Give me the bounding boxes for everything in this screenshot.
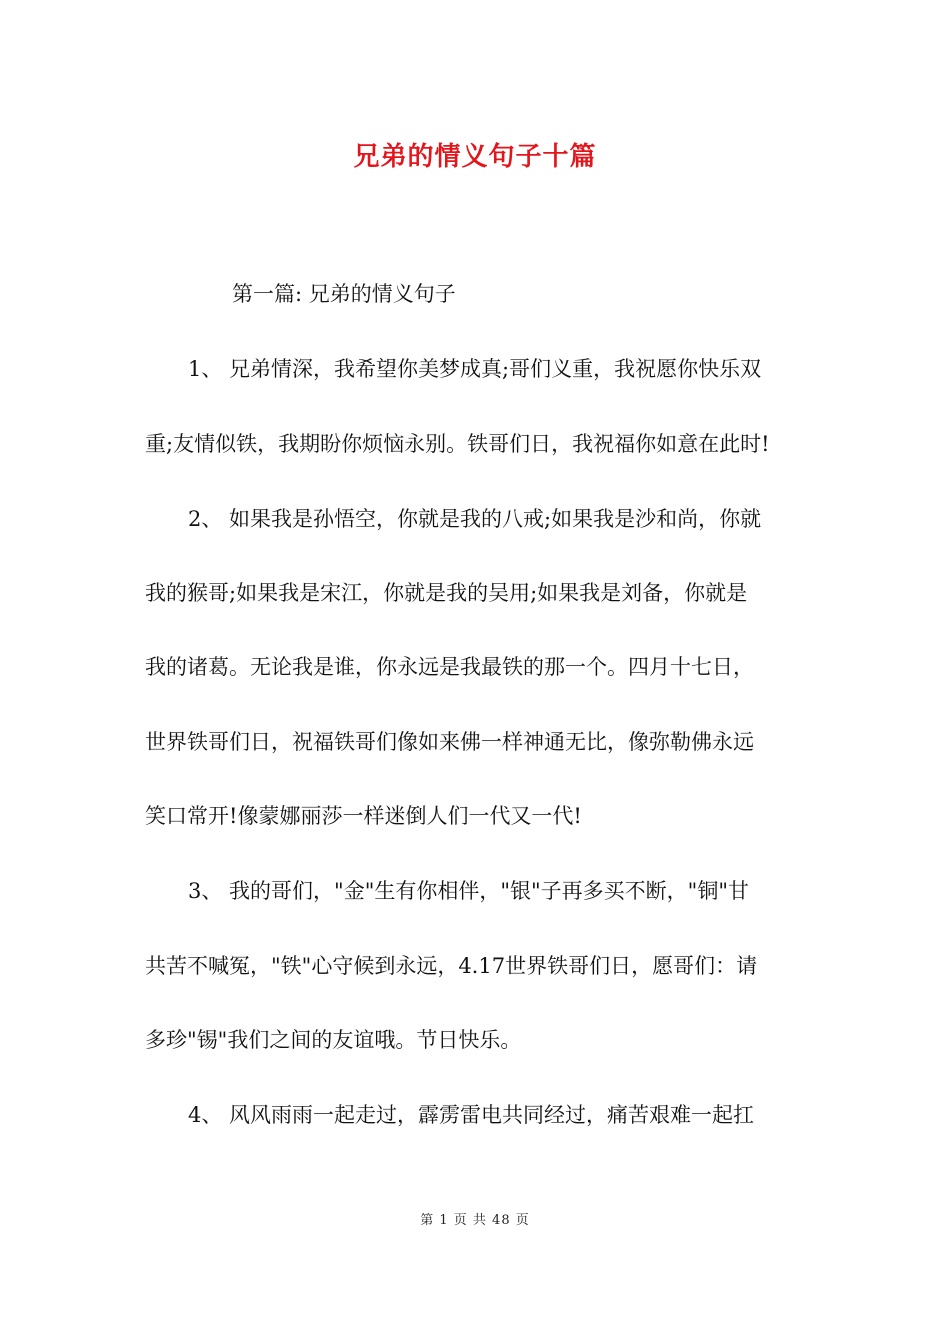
paragraph-line: 1、 兄弟情深，我希望你美梦成真;哥们义重，我祝愿你快乐双	[188, 357, 762, 381]
paragraph-line: 我的猴哥;如果我是宋江，你就是我的吴用;如果我是刘备，你就是	[145, 581, 748, 605]
paragraph-line: 重;友情似铁，我期盼你烦恼永别。铁哥们日，我祝福你如意在此时!	[145, 432, 770, 456]
paragraph-line: 3、 我的哥们，"金"生有你相伴，"银"子再多买不断，"铜"甘	[188, 879, 749, 903]
paragraph-line: 共苦不喊冤，"铁"心守候到永远，4.17世界铁哥们日，愿哥们：请	[145, 954, 758, 978]
paragraph-line: 4、 风风雨雨一起走过，霹雳雷电共同经过，痛苦艰难一起扛	[188, 1103, 755, 1127]
section-heading: 第一篇: 兄弟的情义句子	[232, 282, 456, 306]
paragraph-line: 世界铁哥们日，祝福铁哥们像如来佛一样神通无比，像弥勒佛永远	[145, 730, 754, 754]
paragraph-line: 2、 如果我是孙悟空，你就是我的八戒;如果我是沙和尚，你就	[188, 507, 762, 531]
paragraph-line: 我的诸葛。无论我是谁，你永远是我最铁的那一个。四月十七日，	[145, 655, 754, 679]
paragraph-line: 多珍"锡"我们之间的友谊哦。节日快乐。	[145, 1028, 522, 1052]
document-title: 兄弟的情义句子十篇	[353, 142, 597, 172]
page-number-footer: 第 1 页 共 48 页	[420, 1213, 530, 1228]
paragraph-line: 笑口常开!像蒙娜丽莎一样迷倒人们一代又一代!	[145, 804, 582, 828]
